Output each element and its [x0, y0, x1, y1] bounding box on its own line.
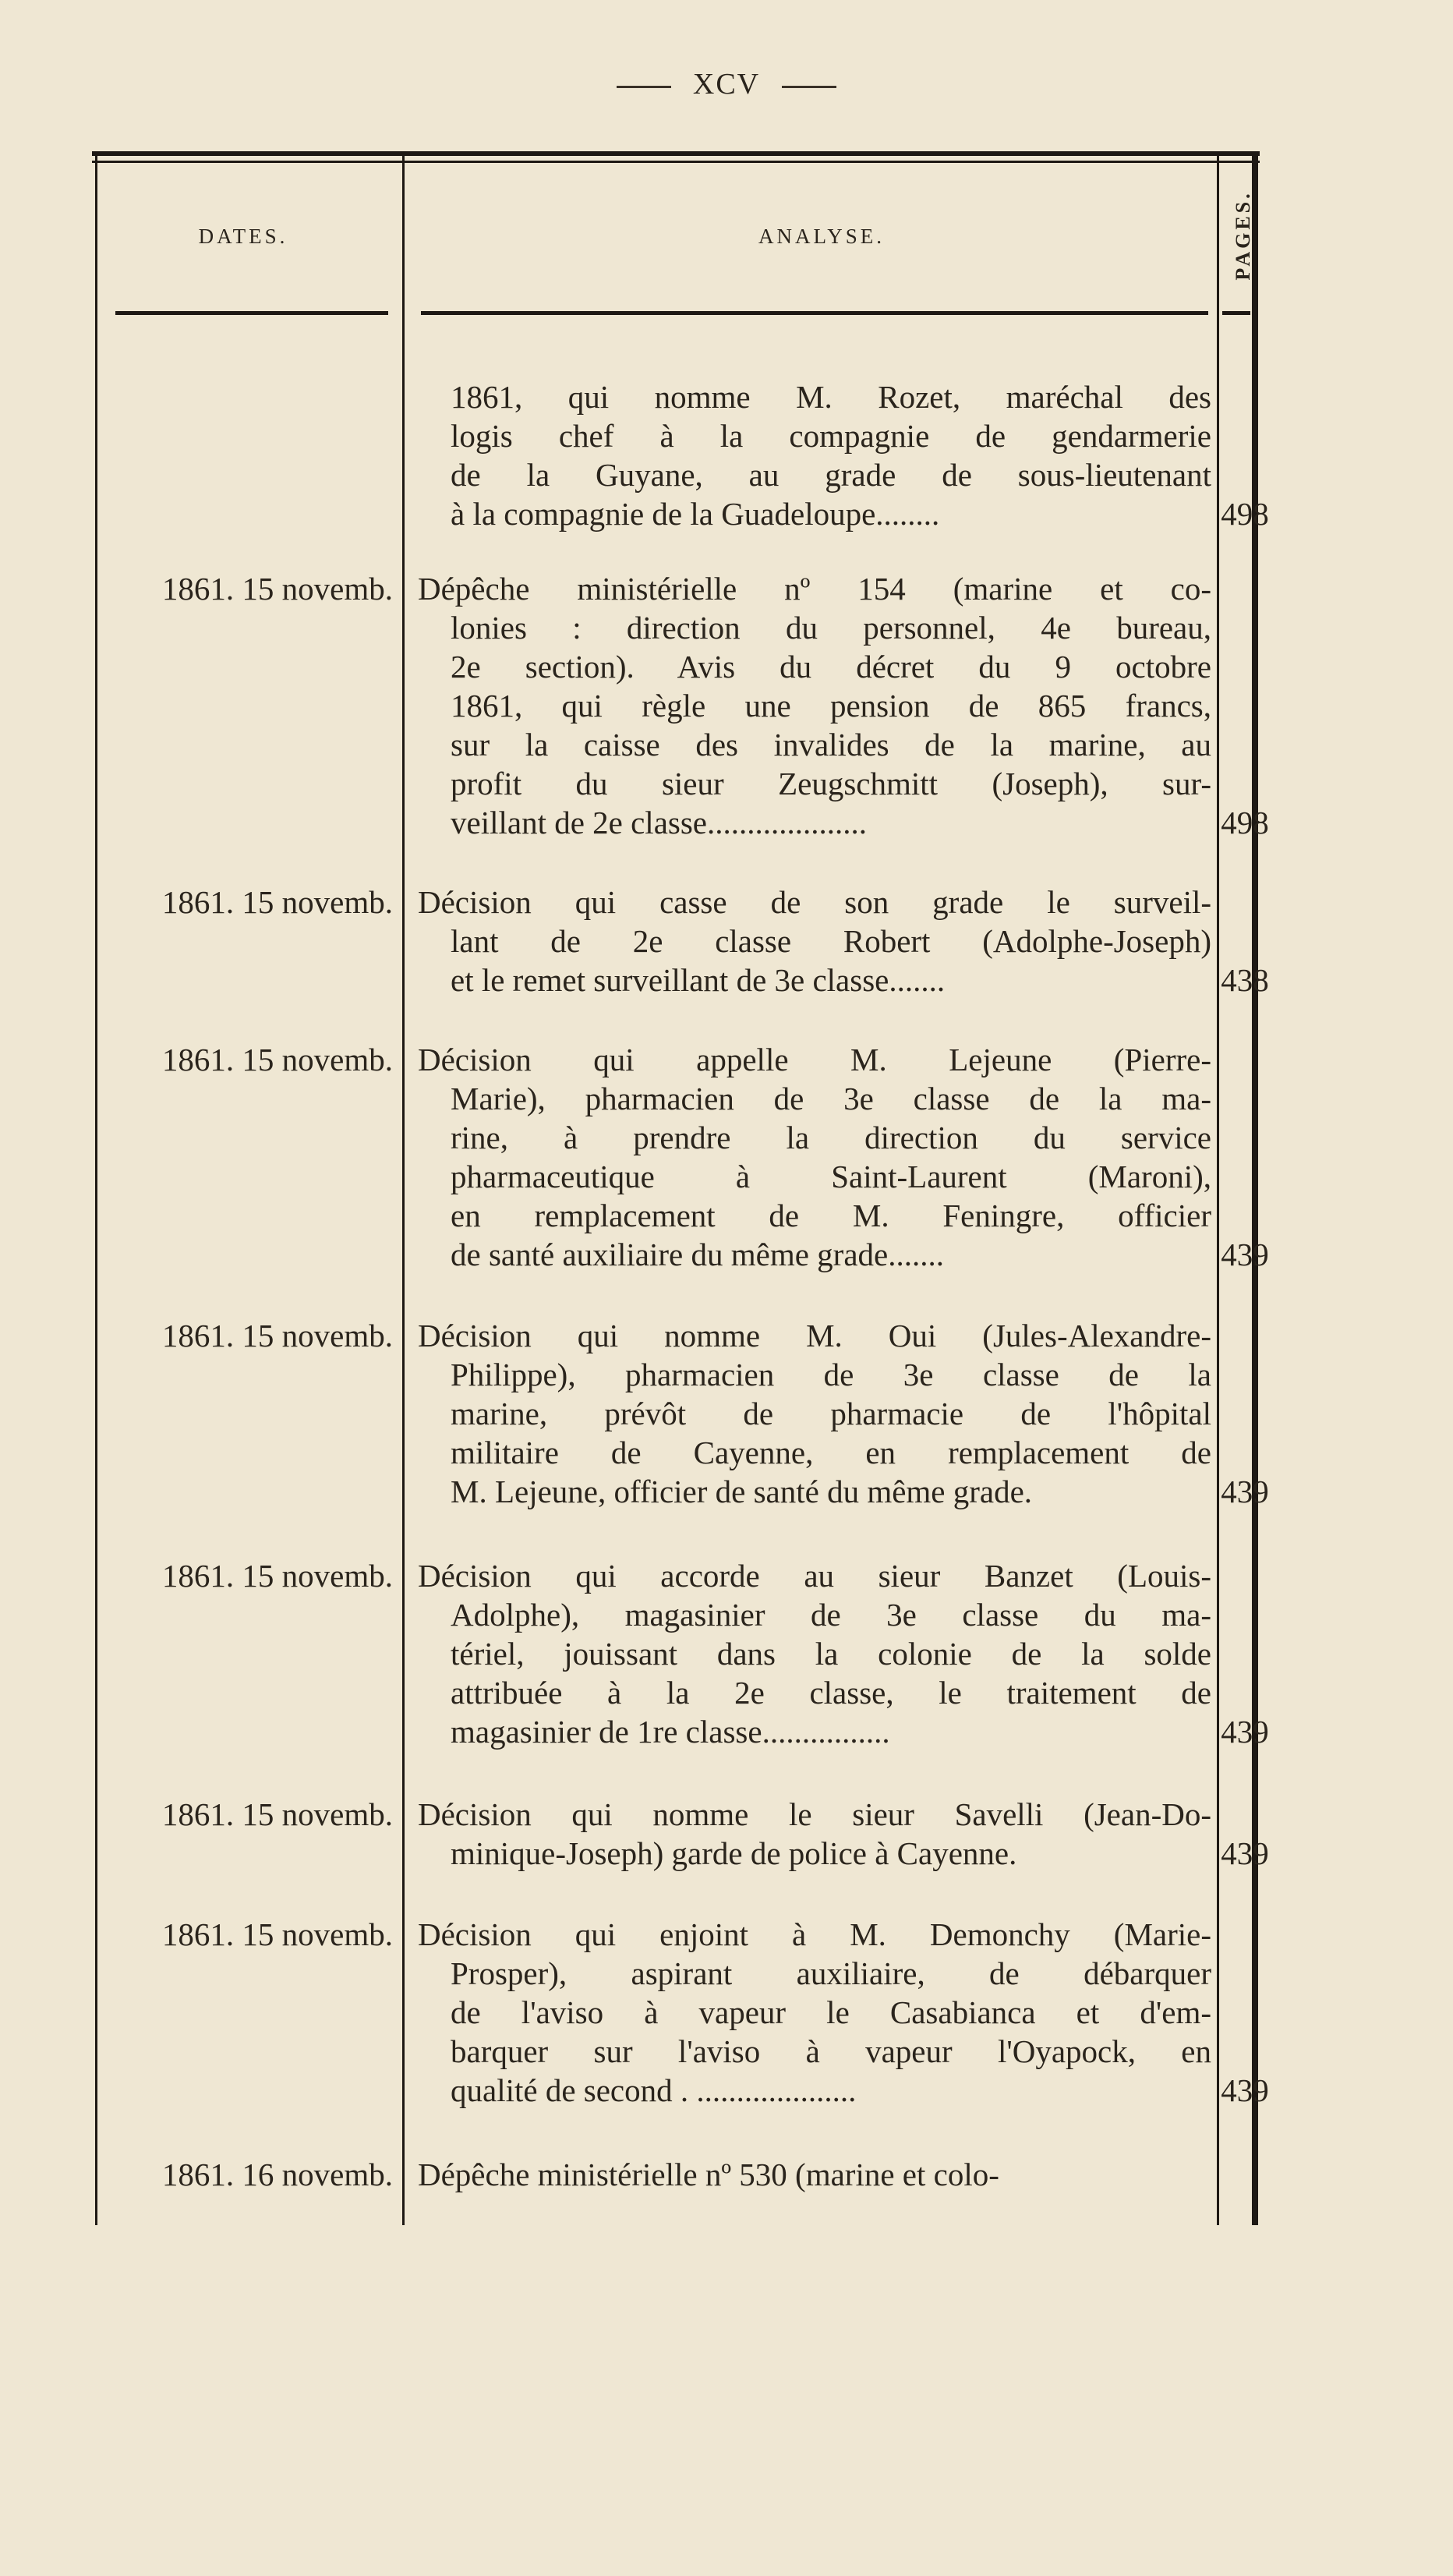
table-top-rule	[92, 151, 1260, 156]
entry-date: 1861. 15 novemb.	[161, 571, 393, 607]
entry-page: 498	[1221, 805, 1269, 840]
entry-page: 439	[1221, 1714, 1269, 1750]
entry-analysis	[418, 569, 1211, 842]
entry-line: Décision qui appelle M. Lejeune (Pierre-	[418, 1042, 1211, 1077]
entry-line: qualité de second . ....................	[451, 2072, 857, 2108]
entry-date: 1861. 15 novemb.	[161, 1558, 393, 1594]
analyse-column-divider	[1217, 151, 1219, 2225]
analyse-header-rule	[421, 311, 1208, 315]
table-right-border	[1252, 151, 1258, 2225]
entry-page: 439	[1221, 2072, 1269, 2108]
column-header-dates: DATES.	[198, 225, 288, 248]
entry-date: 1861. 15 novemb.	[161, 1042, 393, 1077]
entry-date: 1861. 15 novemb.	[161, 1796, 393, 1832]
table-left-border	[95, 151, 97, 2225]
entry-analysis	[418, 1040, 1211, 1274]
entry-date: 1861. 15 novemb.	[161, 884, 393, 920]
entry-line: Décision qui accorde au sieur Banzet (Louis-	[418, 1558, 1211, 1594]
entry-line: en remplacement de M. Feningre, officier	[451, 1198, 1211, 1233]
entry-line: Décision qui casse de son grade le surveil-	[418, 884, 1211, 920]
entry-analysis	[418, 1915, 1211, 2110]
entry-line: de l'aviso à vapeur le Casabianca et d'em-	[451, 1994, 1211, 2030]
entry-date: 1861. 15 novemb.	[161, 1318, 393, 1353]
entry-page: 438	[1221, 962, 1269, 998]
column-header-pages	[1225, 167, 1262, 303]
entry-analysis	[418, 1795, 1211, 1873]
pages-header-rule	[1222, 311, 1250, 315]
entry-line: pharmaceutique à Saint-Laurent (Maroni),	[451, 1159, 1211, 1194]
entry-line: lonies : direction du personnel, 4e bureau,	[451, 610, 1211, 646]
entry-analysis	[418, 2155, 1211, 2194]
entry-line: de la Guyane, au grade de sous-lieutenant	[451, 457, 1211, 493]
entry-date: 1861. 16 novemb.	[161, 2157, 393, 2192]
entry-page: 439	[1221, 1835, 1269, 1871]
entry-line: Décision qui nomme le sieur Savelli (Jean-Do-	[418, 1796, 1211, 1832]
entry-line: veillant de 2e classe....................	[451, 805, 868, 840]
entry-page: 439	[1221, 1237, 1269, 1272]
entry-line: de santé auxiliaire du même grade.......	[451, 1237, 944, 1272]
entry-line: 2e section). Avis du décret du 9 octobre	[451, 649, 1211, 685]
entry-page: 498	[1221, 496, 1269, 532]
entry-line: attribuée à la 2e classe, le traitement de	[451, 1675, 1211, 1711]
entry-date: 1861. 15 novemb.	[161, 1916, 393, 1952]
entry-line: Philippe), pharmacien de 3e classe de la	[451, 1357, 1211, 1392]
entry-line: lant de 2e classe Robert (Adolphe-Joseph)	[451, 923, 1211, 959]
entry-line: et le remet surveillant de 3e classe.......	[451, 962, 946, 998]
entry-line: Décision qui enjoint à M. Demonchy (Marie-	[418, 1916, 1211, 1952]
entry-line: logis chef à la compagnie de gendarmerie	[451, 418, 1211, 454]
entry-analysis	[418, 1556, 1211, 1751]
entry-line: rine, à prendre la direction du service	[451, 1120, 1211, 1155]
entry-line: tériel, jouissant dans la colonie de la solde	[451, 1636, 1211, 1672]
page-number-right-dash	[782, 86, 836, 88]
entry-line: M. Lejeune, officier de santé du même grade.	[451, 1474, 1033, 1509]
entry-line: à la compagnie de la Guadeloupe........	[451, 496, 940, 532]
entry-line: militaire de Cayenne, en remplacement de	[451, 1435, 1211, 1470]
entry-line: Prosper), aspirant auxiliaire, de débarquer	[451, 1955, 1211, 1991]
entry-line: Dépêche ministérielle nº 154 (marine et co-	[418, 571, 1211, 607]
entry-line: 1861, qui nomme M. Rozet, maréchal des	[451, 379, 1211, 415]
table-top-rule-thin	[92, 161, 1260, 163]
document-table	[92, 151, 1269, 2225]
entry-line: magasinier de 1re classe................	[451, 1714, 890, 1750]
entry-line: sur la caisse des invalides de la marine, au	[451, 727, 1211, 763]
column-header-analyse: ANALYSE.	[758, 225, 886, 248]
column-header-pages-text: PAGES.	[1232, 189, 1254, 281]
entry-line: profit du sieur Zeugschmitt (Joseph), sur-	[451, 766, 1211, 801]
page-number-text: XCV	[692, 68, 761, 101]
page-number-left-dash	[617, 86, 671, 88]
dates-header-rule	[115, 311, 388, 315]
entry-line: 1861, qui règle une pension de 865 francs,	[451, 688, 1211, 724]
entry-analysis	[418, 883, 1211, 1000]
entry-line: barquer sur l'aviso à vapeur l'Oyapock, en	[451, 2033, 1211, 2069]
dates-column-divider	[402, 151, 405, 2225]
entry-analysis	[418, 377, 1211, 533]
entry-line: minique-Joseph) garde de police à Cayenne.	[451, 1835, 1017, 1871]
entry-line: Décision qui nomme M. Oui (Jules-Alexandre-	[418, 1318, 1211, 1353]
entry-analysis	[418, 1316, 1211, 1511]
entry-line: marine, prévôt de pharmacie de l'hôpital	[451, 1396, 1211, 1431]
entry-line: Adolphe), magasinier de 3e classe du ma-	[451, 1597, 1211, 1633]
page-number	[0, 67, 1453, 101]
entry-page: 439	[1221, 1474, 1269, 1509]
entry-line: Dépêche ministérielle nº 530 (marine et colo-	[418, 2157, 999, 2192]
entry-line: Marie), pharmacien de 3e classe de la ma-	[451, 1081, 1211, 1116]
